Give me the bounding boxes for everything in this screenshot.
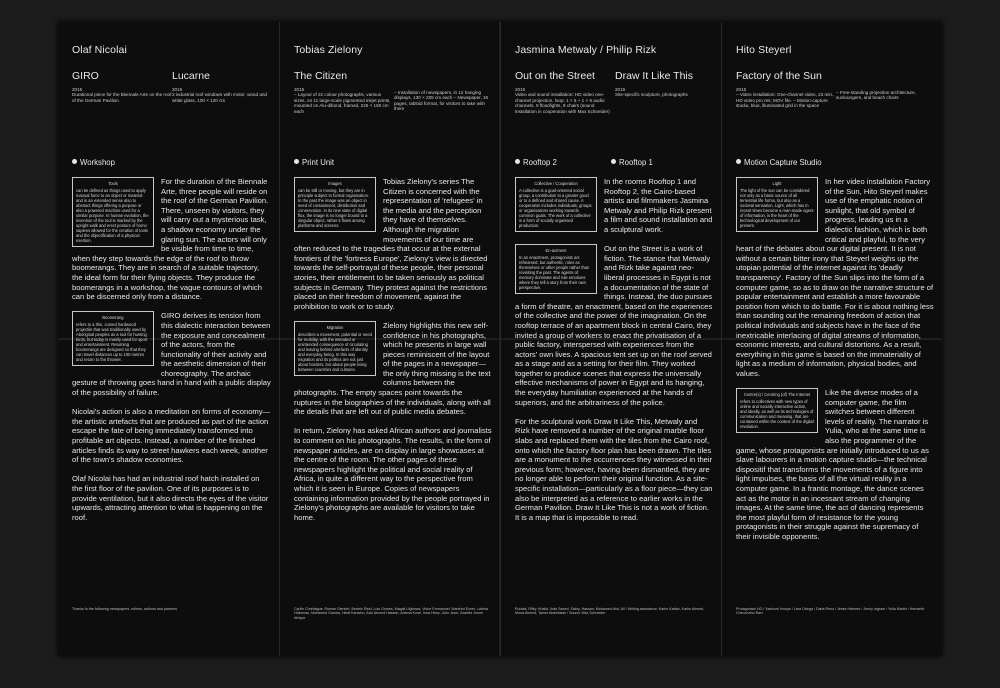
credits-text: Ruhaia, Rifky, Khalid, Ihab Saeed, Sabry, Hassan, Mohamed Abd, Ali / Writing assistance: Karim Kattan, Karim Ahmed, Mona Ahmed, Tamer Abdelfatah / Sound: Max Schneider — [515, 607, 705, 616]
paragraph — [294, 426, 492, 522]
paragraph-text: GIRO derives its tension from this dialectic interaction between the exposure and concealment of the actors, from the functionality of their activity and the aesthetic dimension of their choreography. The archaic gesture of throwing goes hand in hand with a public display of the possibility of failure. — [72, 311, 271, 398]
glossary-box — [294, 177, 376, 232]
paragraph-text: For the sculptural work Draw It Like This, Metwaly and Rizk have removed a number of the original marble floor slabs and replaced them with the tiles from the Cairo roof, onto which the factory floor plan has been drawn. The tiles are a monument to the occurrences they witnessed in their previous form; however, having been dismantled, they are no longer able to perform their original function. As a site-specific installation—particularly as a floor piece—they can also be interpreted as a reference to earlier works in the German Pavilion. Draw It Like This is not a work of fiction. It is a map that is impossible to read. — [515, 416, 713, 522]
exhibition-poster — [58, 22, 942, 656]
glossary-text: The light of the sun can be considered not only as a basic source of all terrestrial life forms, but also as a societal sensation. Light, which has in recent times become a man-made agent of information, is the heart of the technological development of our present. — [740, 188, 814, 228]
works-block — [72, 70, 271, 140]
artist-name: Hito Steyerl — [736, 44, 792, 56]
credits-text: Protagonists HO / Yashumi Inouye / Lara Ortega / Darla Reno / Jesse Hanmer / Jenny Ingram / Yulia Martin / Hemanth Cheruvuthu Ravi — [736, 607, 925, 616]
work-title: Lucarne — [172, 70, 210, 82]
artist-name: Tobias Zielony — [294, 44, 363, 56]
work-title: The Citizen — [294, 70, 348, 82]
paragraph — [736, 388, 934, 542]
credits-text: Cyrille Chrétiague, Roman Dienlert, Beatrix Eisel, Luis Gomes, Magali Ulgbowa, Victor Emmanuel, Manfred Exner, Latrina Holloman, Mohamed Gamba, Heidi Karacho, Aziz Ahmed Hassan, Adama Koné, Inna Heep, Julio Jean, Gazette Jeune Afrique — [294, 607, 488, 620]
location-label — [72, 158, 115, 167]
paragraph — [515, 177, 713, 235]
bullet-icon — [294, 159, 299, 164]
body-text — [515, 177, 713, 532]
paragraph-text: In return, Zielony has asked African authors and journalists to comment on his photographs. The results, in the form of newspaper articles, are on display in large showcases at the centre of the room. The other pages of these newspapers highlight the political and social reality of Africa, in quite a different way to the perspective from which it is seen in Europe. Copies of newspapers containing information provided by the people portrayed in Zielony's photographs are available for visitors to take home. — [294, 426, 492, 522]
work-year: 2015 — [736, 87, 747, 92]
works-block — [736, 70, 934, 140]
paragraph-text: Out on the Street is a work of fiction. The stance that Metwaly and Rizk take against neo-liberal processes in Egypt is not a documentation of the state of things. Instead, the duo pursues a form of theatre, an enactment, based on the experiences of the collective and the power of the imagination. On the rooftop terrace of an apartment block in central Cairo, they invited a group of workers to enact the privatisation of a public factory, interspersed with experiences from the actors' own lives. A spacious tent set up on the roof served as a stage and as a setting for their film. They worked together to produce scenes that express the universally effective mechanisms of power in Egypt and its hanging, the everyday humiliation experienced at the hands of superiors, and the arbitrariness of the police. — [515, 244, 713, 407]
work-year: 2015 — [172, 87, 183, 92]
location-text: Rooftop 1 — [619, 158, 653, 167]
body-text — [294, 177, 492, 532]
paragraph-text: Olaf Nicolai has had an industrial roof hatch installed on the first floor of the pavilion. One of its purposes is to provide ventilation, but it also directs the eyes of the visitor upwards, attracting attention to what is happening on the roof. — [72, 474, 269, 522]
bullet-icon — [515, 159, 520, 164]
location-text: Rooftop 2 — [523, 158, 557, 167]
glossary-text: describes a movement, potential or need for mobility, with the intended or unintended consequence of circulating and leaving behind artefacts of identity and everyday being. In this way migration and its politics are not just about borders, but about people living between countries and cultures. — [298, 331, 372, 372]
bullet-icon — [72, 159, 77, 164]
artist-name: Jasmina Metwaly / Philip Rizk — [515, 44, 657, 56]
glossary-term: Boomerang — [102, 315, 124, 321]
work-info: – Layout of 22 colour photographs, various sizes, on 11 large-scale pigmented inkjet prints, mounted on Alu-dibond, framed, 225 × 160 cm each — [294, 92, 391, 114]
work-info: Durational piece for the Biennale Arte on the roof of the German Pavilion — [72, 92, 172, 103]
work-entry — [736, 70, 836, 109]
location-text: Print Unit — [302, 158, 335, 167]
glossary-term: En-actment — [545, 248, 567, 254]
work-title: Factory of the Sun — [736, 70, 822, 82]
work-entry — [294, 70, 394, 114]
glossary-box — [294, 321, 376, 376]
location-text: Workshop — [80, 158, 115, 167]
location-label — [294, 158, 334, 167]
column-hito-steyerl — [721, 22, 942, 656]
paragraph-text: Tobias Zielony's series The Citizen is concerned with the representation of 'refugees' in the media and the perception they have of themselves. Although the migration movements of our time are often reduced to the tragedies that occur at the external frontiers of the 'fortress Europe', Zielony's view is directed towards the self-portrayal of these people, their personal stories, their entitlement to be taken seriously as political subjects in Germany. They protest against the restrictions placed on their freedom of movement, against the prohibition to work or to study. — [294, 177, 488, 311]
glossary-box — [515, 177, 597, 232]
glossary-text: In an enactment, protagonists act rehearsed, but authentic, roles as themselves or other people rather than revisiting the past. The agents of memory dominate and rule emotions where they tell a story from their own perspective. — [519, 255, 590, 291]
work-entry — [394, 70, 494, 112]
work-year: 2015 — [72, 87, 83, 92]
glossary-box — [736, 388, 818, 433]
artist-name: Olaf Nicolai — [72, 44, 127, 56]
glossary-term: Collective / Cooperation — [534, 181, 578, 186]
work-year: 2015 — [615, 87, 626, 92]
glossary-term: Light — [772, 181, 782, 186]
work-title: Out on the Street — [515, 70, 595, 82]
work-title: Draw It Like This — [615, 70, 693, 82]
paragraph-text: In the rooms Rooftop 1 and Rooftop 2, the Cairo-based artists and filmmakers Jasmina Metwaly and Philip Rizk present a film and sound installation and a sculptural work. — [604, 177, 713, 234]
body-text — [736, 177, 934, 551]
paragraph — [294, 321, 492, 417]
paragraph — [736, 177, 934, 378]
paragraph — [515, 244, 713, 407]
work-title: GIRO — [72, 70, 99, 82]
glossary-text: refers to a thin, curved hardwood projectile that was traditionally used by Aboriginal peoples as a tool for hunting birds, but today is mainly used for sport and entertainment. Returning boomerangs are designed so that they can travel distances up to 100 metres and return to the thrower. — [76, 322, 148, 363]
bullet-icon — [611, 159, 616, 164]
paragraph-text: Nicolai's action is also a meditation on forms of economy—the artistic artefacts that are produced as part of the action escape the fate of being immediately transformed into profitable art objects. Instead, a number of the finished articles finds its way to street hawkers each week, another of the town's shadow economies. — [72, 407, 271, 465]
paragraph — [72, 311, 271, 397]
paragraph-text: For the duration of the Biennale Arte, three people will reside on the roof of the German Pavilion. There, unseen by visitors, they will carry out a mysterious task, a shadow economy under the glaring sun. The actors will only be visible from time to time, when they step towards the edge of the roof to throw boomerangs. They are in search of a suitable trajectory, the ideal form for their flying objects. They produce the boomerangs in a workshop, the vague contours of which can be discerned only from a distance. — [72, 177, 269, 302]
location-label — [515, 158, 557, 167]
work-entry — [172, 70, 272, 103]
glossary-text: can be still or moving, but they are in principle subject to formal organisation. In the past the image was an object in need of containment, distribution and conservation. In its new state of digital flux, the image is no longer bound to a singular object, rather it flows among platforms and screens. — [298, 188, 369, 228]
glossary-box — [72, 177, 154, 247]
glossary-box — [72, 311, 154, 366]
location-text: Motion Capture Studio — [744, 158, 822, 167]
glossary-text: A collective is a goal-oriented social group, a contribution to a greater good or to a defined and shared cause. A cooperation includes individuals, groups or organisations working towards common goals. The work of a collective is a form of socially organised production. — [519, 188, 592, 228]
work-info: – Free-standing projection architecture, sunloungers, and beach chairs — [836, 90, 916, 101]
paragraph — [294, 177, 492, 311]
column-olaf-nicolai — [58, 22, 279, 656]
work-info: Video and sound installation: HD video one-channel projection, loop; 1 × 6 + 1 × 6 audio channels, 9 floodlights, 8 chairs (sound installation in cooperation with Max Schneider) — [515, 92, 610, 114]
work-info: 2 industrial roof windows with motor, wood and white glass, 100 × 120 cm — [172, 92, 267, 103]
credits-text: Thanks to the following newspapers, editors, authors and partners — [72, 607, 178, 611]
work-entry — [72, 70, 172, 103]
glossary-term: Migration — [326, 324, 344, 330]
work-info: Site-specific sculpture, photographs — [615, 92, 688, 98]
works-block — [294, 70, 492, 140]
glossary-text: refers to collectives with new types of online and socially interactive action, and ideally, as well as its technologies of communication and meaning, that are contained within the context of the digital revolution. — [740, 399, 814, 430]
work-info: – Installation of newspapers, in 12 hanging displays, 130 × 205 cm each – Newspaper, 16 pages, tabloid format, for visitors to take with them — [394, 90, 489, 112]
glossary-term: Tools — [108, 181, 118, 186]
paragraph — [515, 417, 713, 523]
glossary-box — [736, 177, 818, 232]
paragraph-text: In her video installation Factory of the Sun, Hito Steyerl makes use of the emphatic notion of sunlight, that old symbol of progress, leading us in a dialectic fashion, which is both critical and playful, to the very heart of the debates about our digital present. It is not without a certain bitter irony that Steyerl weighs up the utopian potential of the internet against its 'deadly transparency'. Factory of the Sun slips into the form of a computer game, so as to draw on the narrative structure of popular entertainment and establish a more favourable position from which to do battle. For it is about nothing less than sounding out the remaining freedom of action that political individuals and subjects have in the face of the inextricable interlacing of digital streams of information, economic interests, and cultural distortions. As a result, everything in this game is based on the immateriality of light as a medium of information, physical bodies, and values. — [736, 177, 934, 378]
work-year: 2015 — [515, 87, 526, 92]
location-label — [611, 158, 653, 167]
work-info: – Video installation: One-channel video, 23 min., HD video pro res; MOV file. – Motion-capture studio, blue, illuminated grid in the space — [736, 92, 835, 109]
work-entry — [836, 70, 936, 101]
glossary-term: Images — [328, 181, 342, 186]
paragraph-text: Like the diverse modes of a computer game, the film switches between different levels of reality. The narrator is Yulia, who at the same time is also the programmer of the game, whose protagonists are initially introduced to us as slave labourers in a motion capture studio—the technical dispositif that transforms the movements of a figure into light impulses, the basis of all the virtual reality in a computer game. In a frantic montage, the dance scenes act as the motor in an incessant stream of changing images. At the same time, the act of dancing represents the most playful form of resistance for the young protagonists in their struggle against the supremacy of their invisible opponents. — [736, 388, 929, 541]
paragraph — [72, 407, 271, 465]
paragraph — [72, 177, 271, 302]
bullet-icon — [736, 159, 741, 164]
works-block — [515, 70, 713, 140]
body-text — [72, 177, 271, 532]
work-year: 2015 — [294, 87, 305, 92]
glossary-term: Centre(s) / Centring (of) The Internet — [743, 392, 811, 398]
location-label — [736, 158, 822, 167]
paragraph-text: Zielony highlights this new self-confidence in his photographs, which he presents in large wall pieces reminiscent of the layout of the pages in a newspaper—the only thing missing is the text columns between the photographs. The empty spaces point towards the ruptures in the biographies of the individuals, along with all the details that are left out of public media debates. — [294, 320, 491, 417]
work-entry — [615, 70, 715, 98]
column-metwaly-rizk — [500, 22, 721, 656]
glossary-box — [515, 244, 597, 294]
paragraph — [72, 474, 271, 522]
glossary-text: can be defined as things used to apply manual force to an object or material and in an extended sense also to abstract things offering a purpose or also a powered machine used for a similar purpose. In human evolution, the invention of the tool is marked by the upright walk and erect posture of homo sapiens allowed for the creation of tools and the objectification of a physical exertion. — [76, 188, 149, 243]
work-entry — [515, 70, 615, 114]
column-tobias-zielony — [279, 22, 500, 656]
